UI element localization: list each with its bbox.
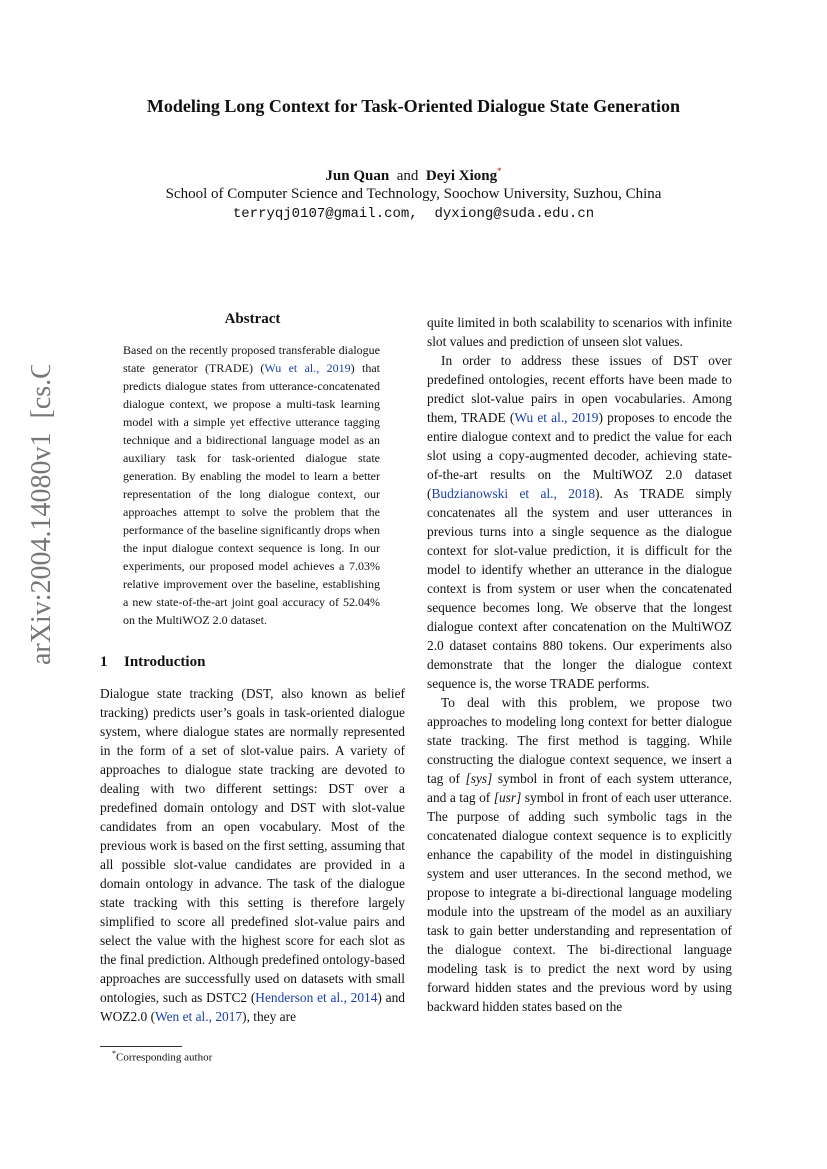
author-footnote-mark: * [497,166,502,176]
right-column [427,313,732,1016]
authors [0,166,827,185]
section-number: 1 [100,654,108,670]
usr-tag: [usr] [493,790,522,805]
intro-text: ), they are [242,1009,297,1024]
citation-link[interactable]: Budzianowski et al., 2018 [431,486,596,501]
intro-text: To deal with this problem, we propose two approaches to modeling long context for better dialogue state tracking. The first method is tagging. While constructing the dialogue context sequence, we insert a tag of [427,695,732,786]
intro-text: ) proposes to encode the entire dialogue context and to predict the value for each slot using a copy-augmented decoder, achieving state-of-the-art results on the MultiWOZ 2.0 dataset ( [427,410,732,501]
intro-text: Dialogue state tracking (DST, also known as belief tracking) predicts user’s goals in task-oriented dialogue system, where dialogue states are normally represented in the form of a set of slot-value pairs. A variety of approaches to dialogue state tracking are devoted to dealing with two different settings: DST over a predefined domain ontology and DST with slot-value candidates from an open vocabulary. Most of the previous work is based on the first setting, assuming that all possible slot-value candidates are provided in a domain ontology in advance. The task of the dialogue state tracking with this setting is therefore largely simplified to score all predefined slot-value pairs and select the value with the highest score for each slot as the final prediction. Although predefined ontology-based approaches are successfully used on datasets with small ontologies, such as DSTC2 ( [100,686,405,1005]
paragraph: quite limited in both scalability to scenarios with infinite slot values and prediction of unseen slot values. [427,315,732,349]
sys-tag: [sys] [465,771,493,786]
citation-link[interactable]: Wu et al., 2019 [264,361,351,375]
footnote-mark: * [112,1049,116,1058]
citation-link[interactable]: Wen et al., 2017 [155,1009,243,1024]
section-title: Introduction [124,654,206,670]
paper-title: Modeling Long Context for Task-Oriented Dialogue State Generation [146,96,681,116]
citation-link[interactable]: Wu et al., 2019 [514,410,599,425]
section-heading [100,654,205,671]
citation-link[interactable]: Henderson et al., 2014 [255,990,378,1005]
footnote-divider [100,1046,182,1047]
left-column [100,684,405,1026]
author-2: Deyi Xiong [425,168,498,184]
paragraph [427,351,732,693]
emails: terryqj0107@gmail.com, dyxiong@suda.edu.cn [232,206,595,222]
intro-text: ) and WOZ2.0 ( [100,990,405,1024]
abstract-text-1: Based on the recently proposed transferable dialogue state generator (TRADE) ( [123,343,380,375]
affiliation: School of Computer Science and Technology, Soochow University, Suzhou, China [165,186,662,202]
abstract-body [123,341,380,629]
author-and: and [396,168,419,184]
arxiv-stamp [20,365,60,665]
intro-text: symbol in front of each system utterance, and a tag of [427,771,732,805]
abstract-text-2: ) that predicts dialogue states from utterance-concatenated dialogue context, we propose a multi-task learning model with a simple yet effective utterance tagging technique and a bidirectional language model as an auxiliary task for task-oriented dialogue state generation. By enabling the model to learn a better representation of the long dialogue context, our approaches attempt to solve the problem that the performance of the baseline significantly drops when the input dialogue context sequence is long. In our experiments, our proposed model achieves a 7.03% relative improvement over the baseline, establishing a new state-of-the-art joint goal accuracy of 52.04% on the MultiWOZ 2.0 dataset. [123,361,380,627]
paragraph [100,684,405,1026]
footnote-text: Corresponding author [116,1051,213,1064]
intro-text: ). As TRADE simply concatenates all the system and user utterances in previous turns into a single sequence as the dialogue context for slot-value prediction, it is difficult for the model to identify whether an utterance in the dialogue context is from system or user when the concatenated sequence becomes long. We observe that the longest dialogue context after concatenation on the MultiWOZ 2.0 dataset contains 880 tokens. Our experiments also demonstrate that the longer the dialogue context sequence is, the worse TRADE performs. [427,486,732,691]
footnote [112,1049,212,1064]
intro-text: In order to address these issues of DST over predefined ontologies, recent efforts have been made to predict slot-value pairs in open vocabularies. Among them, TRADE ( [427,353,732,425]
intro-text: symbol in front of each user utterance. The purpose of adding such symbolic tags in the concatenated dialogue context sequence is to explicitly enhance the capability of the model in distinguishing system and user utterances. In the second method, we propose to integrate a bi-directional language modeling module into the upstream of the model as an auxiliary task to gain better understanding and representation of the dialogue context. The bi-directional language modeling task is to predict the next word by using forward hidden states and the previous word by using backward hidden states based on the [427,790,732,1014]
author-1: Jun Quan [325,168,390,184]
paragraph [427,693,732,1016]
arxiv-id: arXiv:2004.14080v1 [cs.CL] 29 Apr 2020 [26,365,57,665]
abstract-heading: Abstract [224,311,281,327]
